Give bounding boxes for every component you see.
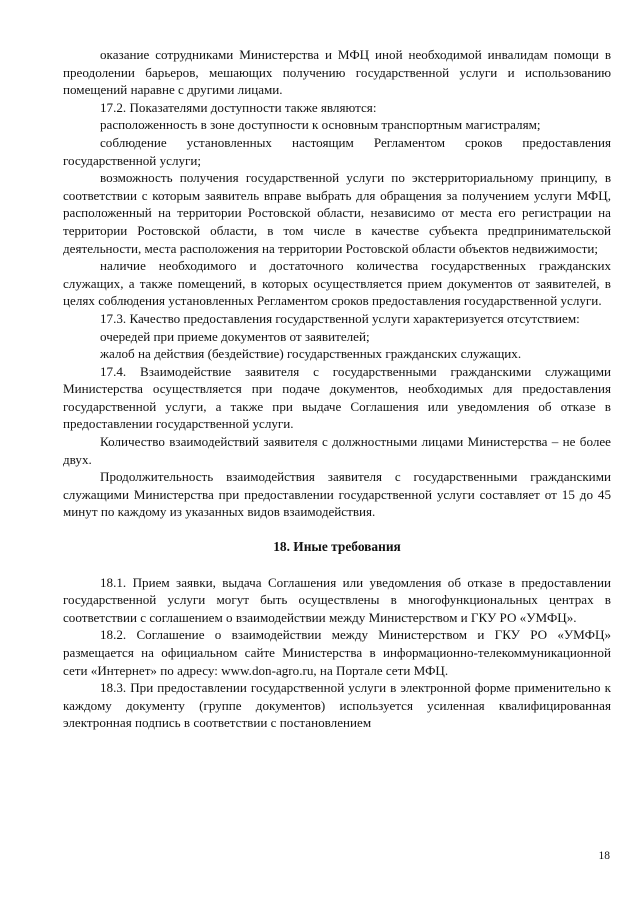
paragraph-complaints: жалоб на действия (бездействие) государственных гражданских служащих.	[100, 346, 522, 362]
paragraph-18-1: 18.1. Прием заявки, выдача Соглашения или уведомления об отказе в предоставлении государственной услуги могут быть осуществлены в многофункциональных центрах в соответствии с соглашением о взаимодействии между Министерством и ГКУ РО «УМФЦ».	[63, 574, 611, 625]
paragraph-18-2: 18.2. Соглашение о взаимодействии между Министерством и ГКУ РО «УМФЦ» размещается на официальном сайте Министерства в информационно-телекоммуникационной сети «Интернет» по адресу: www.don-agro.ru, на Портале сети МФЦ.	[63, 627, 611, 678]
paragraph-18-3: 18.3. При предоставлении государственной услуги в электронной форме применительно к каждому документу (группе документов) используется усиленная квалифицированная электронная подпись в соответствии с постановлением	[63, 680, 611, 731]
paragraph-interaction-duration: Продолжительность взаимодействия заявителя с государственными гражданскими служащими Министерства при предоставлении государственной услуги составляет от 15 до 45 минут по каждому из указанных видов взаимодействия.	[63, 469, 611, 520]
paragraph-assistance: оказание сотрудниками Министерства и МФЦ иной необходимой инвалидам помощи в преодолении барьеров, мешающих получению государственной услуги и использованию помещений наравне с другими лицами.	[63, 47, 611, 98]
page-number: 18	[598, 850, 610, 862]
paragraph-17-2: 17.2. Показателями доступности также являются:	[100, 99, 377, 115]
paragraph-17-3: 17.3. Качество предоставления государственной услуги характеризуется отсутствием:	[100, 310, 580, 326]
paragraph-transport: расположенность в зоне доступности к основным транспортным магистралям;	[100, 117, 541, 133]
paragraph-staff-premises: наличие необходимого и достаточного количества государственных гражданских служащих, а также помещений, в которых осуществляется прием документов от заявителей, в целях соблюдения установленных Регламентом сроков предоставления государственной услуги.	[63, 258, 611, 309]
paragraph-deadlines: соблюдение установленных настоящим Регламентом сроков предоставления государственной услуги;	[63, 134, 611, 168]
section-heading: 18. Иные требования	[273, 539, 401, 555]
paragraph-17-4: 17.4. Взаимодействие заявителя с государственными гражданскими служащими Министерства осуществляется при подаче документов, необходимых для предоставления государственной услуги, а также при выдаче Соглашения или уведомления об отказе в предоставлении государственной услуги.	[63, 363, 611, 432]
paragraph-queues: очередей при приеме документов от заявителей;	[100, 328, 370, 344]
paragraph-interaction-count: Количество взаимодействий заявителя с должностными лицами Министерства – не более двух.	[63, 434, 611, 467]
paragraph-extraterritorial: возможность получения государственной услуги по экстерриториальному принципу, в соответствии с которым заявитель вправе выбрать для обращения за получением услуги МФЦ, расположенный на территории Ростовской области, независимо от места его регистрации на территории Ростовской области, в том числе в качестве субъекта предпринимательской деятельности, места расположения на территории Ростовской области объектов недвижимости;	[63, 170, 611, 256]
document-page	[63, 46, 611, 732]
